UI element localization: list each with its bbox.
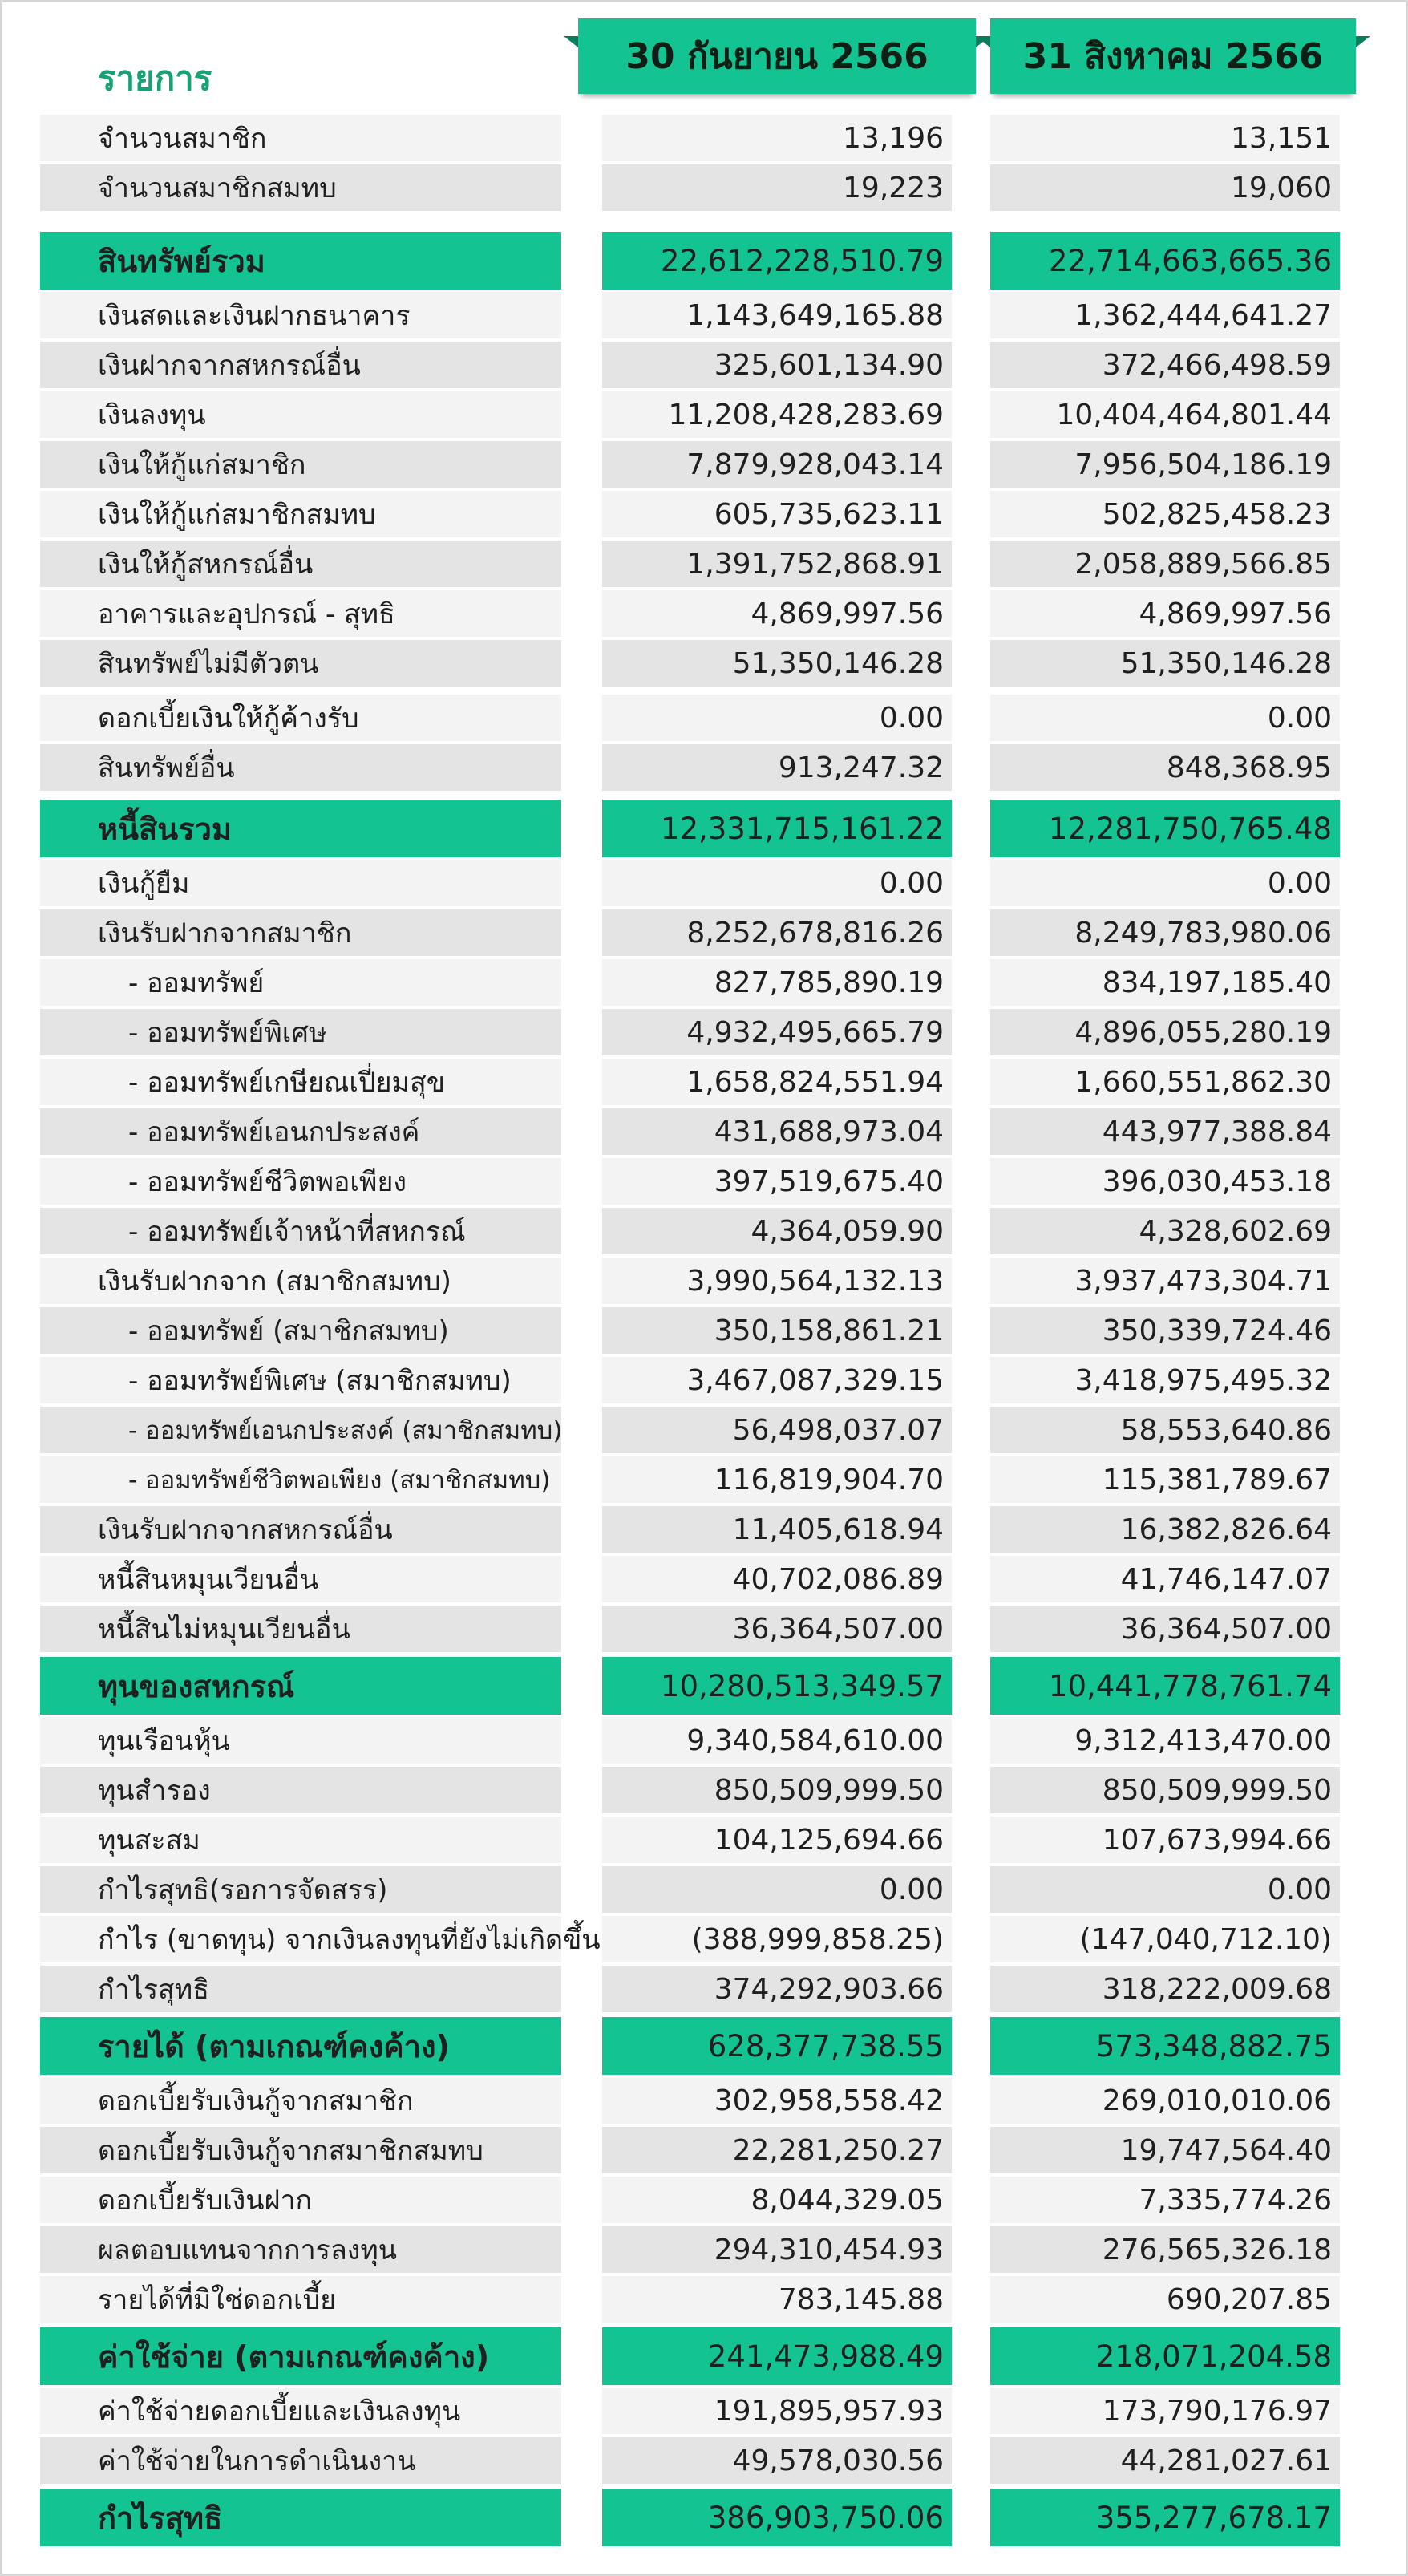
row-label: ทุนสะสม	[40, 1817, 561, 1863]
value-aug-2566: 276,565,326.18	[990, 2226, 1340, 2273]
value-sep-2566: 56,498,037.07	[602, 1407, 952, 1453]
value-aug-2566: 41,746,147.07	[990, 1556, 1340, 1602]
value-aug-2566: 9,312,413,470.00	[990, 1717, 1340, 1764]
value-sep-2566: 116,819,904.70	[602, 1456, 952, 1503]
row-label: เงินให้กู้สหกรณ์อื่น	[40, 541, 561, 587]
row-label: ค่าใช้จ่ายดอกเบี้ยและเงินลงทุน	[40, 2388, 561, 2434]
value-aug-2566: 51,350,146.28	[990, 640, 1340, 687]
value-sep-2566: 302,958,558.42	[602, 2077, 952, 2124]
ribbon-fold-right	[1356, 36, 1370, 47]
section-label: ค่าใช้จ่าย (ตามเกณฑ์คงค้าง)	[40, 2327, 561, 2385]
value-aug-2566: 396,030,453.18	[990, 1158, 1340, 1205]
value-aug-2566: 0.00	[990, 1866, 1340, 1913]
row-label: เงินรับฝากจากสหกรณ์อื่น	[40, 1506, 561, 1553]
value-sep-2566: 36,364,507.00	[602, 1606, 952, 1652]
value-sep-2566: 783,145.88	[602, 2276, 952, 2323]
row-label: เงินกู้ยืม	[40, 860, 561, 906]
value-sep-2566: 3,990,564,132.13	[602, 1258, 952, 1304]
value-sep-2566: 13,196	[602, 115, 952, 161]
value-aug-2566: 10,404,464,801.44	[990, 391, 1340, 438]
value-sep-2566: 0.00	[602, 695, 952, 741]
value-aug-2566: 115,381,789.67	[990, 1456, 1340, 1503]
value-sep-2566: 1,391,752,868.91	[602, 541, 952, 587]
items-column-title: รายการ	[98, 59, 212, 98]
section-label: รายได้ (ตามเกณฑ์คงค้าง)	[40, 2017, 561, 2075]
value-aug-2566: 0.00	[990, 695, 1340, 741]
row-label: กำไร (ขาดทุน) จากเงินลงทุนที่ยังไม่เกิดขึ้น	[40, 1916, 561, 1962]
column-header-sep-2566: 30 กันยายน 2566	[578, 18, 976, 94]
row-label: - ออมทรัพย์พิเศษ	[40, 1009, 561, 1055]
row-label: ค่าใช้จ่ายในการดำเนินงาน	[40, 2437, 561, 2484]
value-sep-2566: 9,340,584,610.00	[602, 1717, 952, 1764]
section-label: หนี้สินรวม	[40, 800, 561, 857]
row-label: ผลตอบแทนจากการลงทุน	[40, 2226, 561, 2273]
value-sep-2566: 22,281,250.27	[602, 2127, 952, 2173]
row-label: ดอกเบี้ยรับเงินกู้จากสมาชิกสมทบ	[40, 2127, 561, 2173]
value-aug-2566: 19,060	[990, 164, 1340, 211]
row-label: เงินรับฝากจาก (สมาชิกสมทบ)	[40, 1258, 561, 1304]
row-label: - ออมทรัพย์	[40, 959, 561, 1006]
row-label: กำไรสุทธิ	[40, 1966, 561, 2012]
row-label: ดอกเบี้ยรับเงินกู้จากสมาชิก	[40, 2077, 561, 2124]
row-label: ดอกเบี้ยเงินให้กู้ค้างรับ	[40, 695, 561, 741]
value-aug-2566: 1,660,551,862.30	[990, 1059, 1340, 1105]
row-label: เงินให้กู้แก่สมาชิกสมทบ	[40, 491, 561, 537]
value-aug-2566: 173,790,176.97	[990, 2388, 1340, 2434]
value-sep-2566: 0.00	[602, 1866, 952, 1913]
section-label: กำไรสุทธิ	[40, 2489, 561, 2546]
value-sep-2566: 350,158,861.21	[602, 1307, 952, 1354]
row-label: - ออมทรัพย์เจ้าหน้าที่สหกรณ์	[40, 1208, 561, 1254]
value-aug-2566: 7,956,504,186.19	[990, 441, 1340, 488]
row-label: - ออมทรัพย์เอนกประสงค์ (สมาชิกสมทบ)	[40, 1407, 561, 1453]
value-aug-2566: 372,466,498.59	[990, 342, 1340, 388]
row-label: สินทรัพย์ไม่มีตัวตน	[40, 640, 561, 687]
row-label: อาคารและอุปกรณ์ - สุทธิ	[40, 590, 561, 637]
row-label: เงินให้กู้แก่สมาชิก	[40, 441, 561, 488]
value-aug-2566: 2,058,889,566.85	[990, 541, 1340, 587]
row-label: - ออมทรัพย์ (สมาชิกสมทบ)	[40, 1307, 561, 1354]
value-sep-2566: (388,999,858.25)	[602, 1916, 952, 1962]
value-aug-2566: 7,335,774.26	[990, 2177, 1340, 2223]
section-label: ทุนของสหกรณ์	[40, 1657, 561, 1715]
value-aug-2566: 850,509,999.50	[990, 1767, 1340, 1813]
row-label: ทุนสำรอง	[40, 1767, 561, 1813]
ribbon-fold-left	[976, 36, 990, 47]
value-sep-2566: 628,377,738.55	[602, 2017, 952, 2075]
value-aug-2566: 4,896,055,280.19	[990, 1009, 1340, 1055]
row-label: เงินลงทุน	[40, 391, 561, 438]
value-sep-2566: 3,467,087,329.15	[602, 1357, 952, 1403]
value-sep-2566: 10,280,513,349.57	[602, 1657, 952, 1715]
section-label: สินทรัพย์รวม	[40, 232, 561, 290]
row-label: กำไรสุทธิ(รอการจัดสรร)	[40, 1866, 561, 1913]
value-aug-2566: 0.00	[990, 860, 1340, 906]
value-sep-2566: 397,519,675.40	[602, 1158, 952, 1205]
value-sep-2566: 431,688,973.04	[602, 1108, 952, 1155]
value-sep-2566: 913,247.32	[602, 744, 952, 791]
value-sep-2566: 4,364,059.90	[602, 1208, 952, 1254]
value-sep-2566: 386,903,750.06	[602, 2489, 952, 2546]
value-aug-2566: 1,362,444,641.27	[990, 292, 1340, 338]
value-aug-2566: 8,249,783,980.06	[990, 909, 1340, 956]
ribbon-fold-left	[564, 36, 578, 47]
value-aug-2566: 269,010,010.06	[990, 2077, 1340, 2124]
value-aug-2566: 4,869,997.56	[990, 590, 1340, 637]
value-sep-2566: 11,405,618.94	[602, 1506, 952, 1553]
row-label: หนี้สินไม่หมุนเวียนอื่น	[40, 1606, 561, 1652]
value-sep-2566: 191,895,957.93	[602, 2388, 952, 2434]
value-sep-2566: 104,125,694.66	[602, 1817, 952, 1863]
value-sep-2566: 4,869,997.56	[602, 590, 952, 637]
value-sep-2566: 4,932,495,665.79	[602, 1009, 952, 1055]
value-aug-2566: 848,368.95	[990, 744, 1340, 791]
value-aug-2566: 13,151	[990, 115, 1340, 161]
value-sep-2566: 1,143,649,165.88	[602, 292, 952, 338]
value-sep-2566: 22,612,228,510.79	[602, 232, 952, 290]
value-aug-2566: 44,281,027.61	[990, 2437, 1340, 2484]
value-sep-2566: 374,292,903.66	[602, 1966, 952, 2012]
value-sep-2566: 241,473,988.49	[602, 2327, 952, 2385]
row-label: ดอกเบี้ยรับเงินฝาก	[40, 2177, 561, 2223]
value-aug-2566: 10,441,778,761.74	[990, 1657, 1340, 1715]
value-aug-2566: (147,040,712.10)	[990, 1916, 1340, 1962]
value-sep-2566: 49,578,030.56	[602, 2437, 952, 2484]
value-aug-2566: 22,714,663,665.36	[990, 232, 1340, 290]
value-aug-2566: 834,197,185.40	[990, 959, 1340, 1006]
value-sep-2566: 12,331,715,161.22	[602, 800, 952, 857]
value-sep-2566: 325,601,134.90	[602, 342, 952, 388]
value-sep-2566: 19,223	[602, 164, 952, 211]
row-label: รายได้ที่มิใช่ดอกเบี้ย	[40, 2276, 561, 2323]
value-sep-2566: 11,208,428,283.69	[602, 391, 952, 438]
value-sep-2566: 294,310,454.93	[602, 2226, 952, 2273]
row-label: สินทรัพย์อื่น	[40, 744, 561, 791]
value-aug-2566: 4,328,602.69	[990, 1208, 1340, 1254]
value-aug-2566: 350,339,724.46	[990, 1307, 1340, 1354]
value-aug-2566: 573,348,882.75	[990, 2017, 1340, 2075]
value-sep-2566: 7,879,928,043.14	[602, 441, 952, 488]
row-label: เงินฝากจากสหกรณ์อื่น	[40, 342, 561, 388]
row-label: เงินสดและเงินฝากธนาคาร	[40, 292, 561, 338]
column-header-aug-2566: 31 สิงหาคม 2566	[990, 18, 1356, 94]
value-aug-2566: 19,747,564.40	[990, 2127, 1340, 2173]
value-sep-2566: 0.00	[602, 860, 952, 906]
value-sep-2566: 605,735,623.11	[602, 491, 952, 537]
row-label: ทุนเรือนหุ้น	[40, 1717, 561, 1764]
value-aug-2566: 443,977,388.84	[990, 1108, 1340, 1155]
value-aug-2566: 3,937,473,304.71	[990, 1258, 1340, 1304]
row-label: - ออมทรัพย์เอนกประสงค์	[40, 1108, 561, 1155]
value-aug-2566: 318,222,009.68	[990, 1966, 1340, 2012]
value-sep-2566: 51,350,146.28	[602, 640, 952, 687]
value-aug-2566: 107,673,994.66	[990, 1817, 1340, 1863]
row-label: หนี้สินหมุนเวียนอื่น	[40, 1556, 561, 1602]
value-aug-2566: 58,553,640.86	[990, 1407, 1340, 1453]
value-aug-2566: 218,071,204.58	[990, 2327, 1340, 2385]
row-label: - ออมทรัพย์ชีวิตพอเพียง	[40, 1158, 561, 1205]
value-sep-2566: 8,252,678,816.26	[602, 909, 952, 956]
row-label: จำนวนสมาชิก	[40, 115, 561, 161]
value-aug-2566: 36,364,507.00	[990, 1606, 1340, 1652]
value-sep-2566: 40,702,086.89	[602, 1556, 952, 1602]
value-sep-2566: 8,044,329.05	[602, 2177, 952, 2223]
row-label: - ออมทรัพย์ชีวิตพอเพียง (สมาชิกสมทบ)	[40, 1456, 561, 1503]
value-sep-2566: 850,509,999.50	[602, 1767, 952, 1813]
value-aug-2566: 16,382,826.64	[990, 1506, 1340, 1553]
value-aug-2566: 502,825,458.23	[990, 491, 1340, 537]
value-sep-2566: 1,658,824,551.94	[602, 1059, 952, 1105]
row-label: เงินรับฝากจากสมาชิก	[40, 909, 561, 956]
value-aug-2566: 12,281,750,765.48	[990, 800, 1340, 857]
value-aug-2566: 355,277,678.17	[990, 2489, 1340, 2546]
row-label: - ออมทรัพย์พิเศษ (สมาชิกสมทบ)	[40, 1357, 561, 1403]
row-label: จำนวนสมาชิกสมทบ	[40, 164, 561, 211]
value-sep-2566: 827,785,890.19	[602, 959, 952, 1006]
value-aug-2566: 3,418,975,495.32	[990, 1357, 1340, 1403]
row-label: - ออมทรัพย์เกษียณเปี่ยมสุข	[40, 1059, 561, 1105]
value-aug-2566: 690,207.85	[990, 2276, 1340, 2323]
